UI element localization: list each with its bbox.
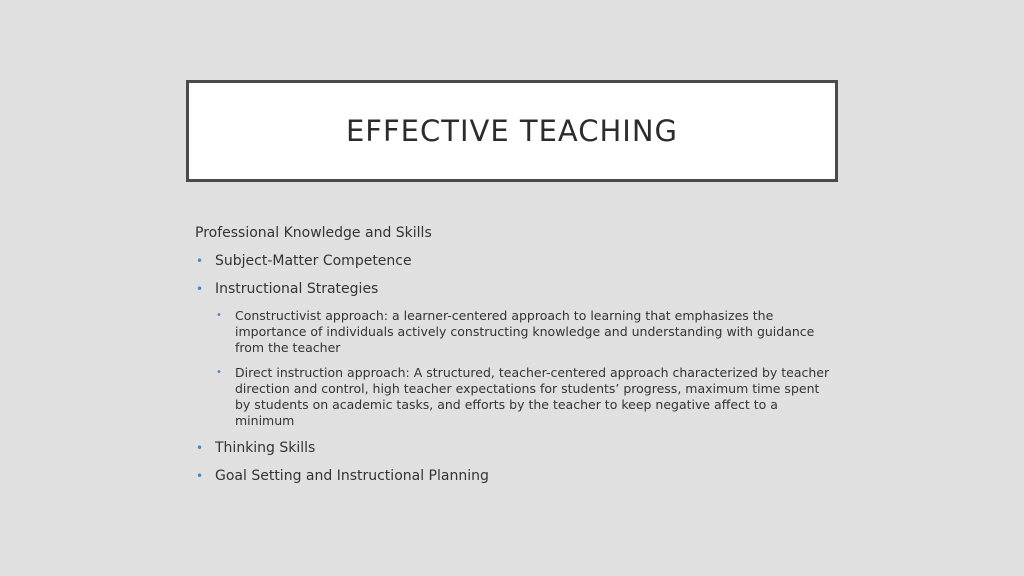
sub-list-item-text: Constructivist approach: a learner-centered approach to learning that emphasizes the importance of individuals actively constructing knowledge and understanding with guidance from the teacher [235, 308, 815, 355]
list-item [195, 280, 835, 429]
bullet-icon: • [196, 282, 204, 296]
section-heading: Professional Knowledge and Skills [195, 225, 432, 241]
sub-list-item-text: Direct instruction approach: A structured, teacher-centered approach characterized by teacher direction and control, high teacher expectations for students’ progress, maximum time spent by students on academic tasks, and efforts by the teacher to keep negative affect to a minimum [235, 365, 830, 428]
bullet-icon: • [216, 367, 222, 378]
slide-title: EFFECTIVE TEACHING [345, 114, 679, 148]
title-box [186, 80, 838, 182]
list-item [195, 467, 835, 485]
list-item-label: Instructional Strategies [215, 281, 379, 297]
bullet-icon: • [196, 254, 204, 268]
sub-list-item [215, 308, 835, 356]
list-item [195, 252, 835, 270]
sub-bullet-list [215, 308, 835, 429]
list-item [195, 439, 835, 457]
bullet-icon: • [196, 469, 204, 483]
slide-content [195, 224, 835, 495]
bullet-list [195, 252, 835, 485]
bullet-icon: • [216, 310, 222, 321]
list-item-label: Goal Setting and Instructional Planning [215, 468, 489, 484]
list-item-label: Thinking Skills [215, 440, 316, 456]
bullet-icon: • [196, 441, 204, 455]
sub-list-item [215, 365, 835, 429]
list-item-label: Subject-Matter Competence [215, 253, 412, 269]
